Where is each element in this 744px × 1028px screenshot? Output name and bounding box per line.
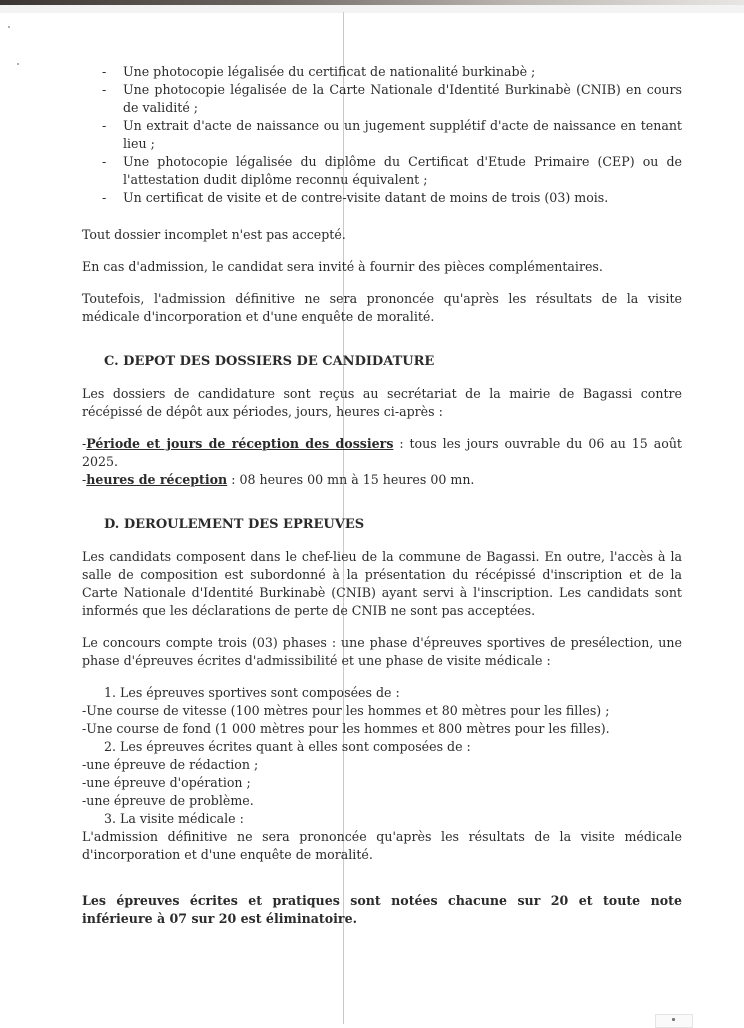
reception-period: -Période et jours de réception des dossiers : tous les jours ouvrable du 06 au 15 août 2025. — [82, 436, 682, 469]
document-page — [82, 63, 682, 928]
list-item: - Un certificat de visite et de contre-visite datant de moins de trois (03) mois. — [102, 190, 609, 205]
phase1-title: 1. Les épreuves sportives sont composées de : — [104, 685, 400, 700]
list-item: -une épreuve d'opération ; — [82, 775, 251, 790]
list-item: - Une photocopie légalisée de la Carte Nationale d'Identité Burkinabè (CNIB) en cours de validité ; — [102, 82, 682, 115]
section-c-intro: Les dossiers de candidature sont reçus au secrétariat de la mairie de Bagassi contre récépissé de dépôt aux périodes, jours, heures ci-après : — [82, 386, 682, 419]
section-d-intro: Les candidats composent dans le chef-lieu de la commune de Bagassi. En outre, l'accès à la salle de composition est subordonné à la présentation du récépissé d'inscription et de la Carte Nationale d'Identité Burkinabè (CNIB) ayant servi à l'inscription. Les candidats sont informés que les déclarations de perte de CNIB ne sont pas acceptées. — [82, 549, 682, 618]
list-item: - Un extrait d'acte de naissance ou un jugement supplétif d'acte de naissance en tenant lieu ; — [102, 118, 682, 151]
scan-top-shade — [0, 5, 744, 13]
phase3-text: L'admission définitive ne sera prononcée qu'après les résultats de la visite médicale d'incorporation et d'une enquête de moralité. — [82, 829, 682, 862]
reception-hours-value: : 08 heures 00 mn à 15 heures 00 mn. — [227, 472, 475, 487]
admission-notice: En cas d'admission, le candidat sera invité à fournir des pièces complémentaires. — [82, 259, 603, 274]
required-documents-list — [82, 63, 682, 207]
section-c-title: C. DEPOT DES DOSSIERS DE CANDIDATURE — [104, 354, 435, 369]
grading-notice: Les épreuves écrites et pratiques sont notées chacune sur 20 et toute note inférieure à 07 sur 20 est éliminatoire. — [82, 893, 682, 926]
reception-hours-label: heures de réception — [86, 472, 228, 487]
reception-hours: -heures de réception : 08 heures 00 mn à 15 heures 00 mn. — [82, 472, 475, 487]
phase2-title: 2. Les épreuves écrites quant à elles sont composées de : — [104, 739, 471, 754]
section-d-title: D. DEROULEMENT DES EPREUVES — [104, 517, 365, 532]
incomplete-notice: Tout dossier incomplet n'est pas accepté. — [82, 227, 346, 242]
list-item: -Une course de vitesse (100 mètres pour les hommes et 80 mètres pour les filles) ; — [82, 703, 610, 718]
list-item: -une épreuve de problème. — [82, 793, 254, 808]
final-admission-notice: Toutefois, l'admission définitive ne sera prononcée qu'après les résultats de la visite médicale d'incorporation et d'une enquête de moralité. — [82, 291, 682, 324]
list-item: -une épreuve de rédaction ; — [82, 757, 259, 772]
list-item: - Une photocopie légalisée du diplôme du Certificat d'Etude Primaire (CEP) ou de l'attestation dudit diplôme reconnu équivalent ; — [102, 154, 682, 187]
phases-intro: Le concours compte trois (03) phases : une phase d'épreuves sportives de presélection, une phase d'épreuves écrites d'admissibilité et une phase de visite médicale : — [82, 635, 682, 668]
reception-period-value: : tous les jours ouvrable du 06 au 15 août 2025. — [82, 436, 682, 469]
page-number-box — [655, 1014, 693, 1028]
page-mark — [672, 1018, 675, 1021]
list-item: -Une course de fond (1 000 mètres pour les hommes et 800 mètres pour les filles). — [82, 721, 610, 736]
reception-period-label: Période et jours de réception des dossiers — [86, 436, 394, 451]
scan-speck — [8, 26, 10, 28]
scan-speck — [17, 63, 19, 65]
list-item: - Une photocopie légalisée du certificat de nationalité burkinabè ; — [102, 64, 536, 79]
phase3-title: 3. La visite médicale : — [104, 811, 244, 826]
